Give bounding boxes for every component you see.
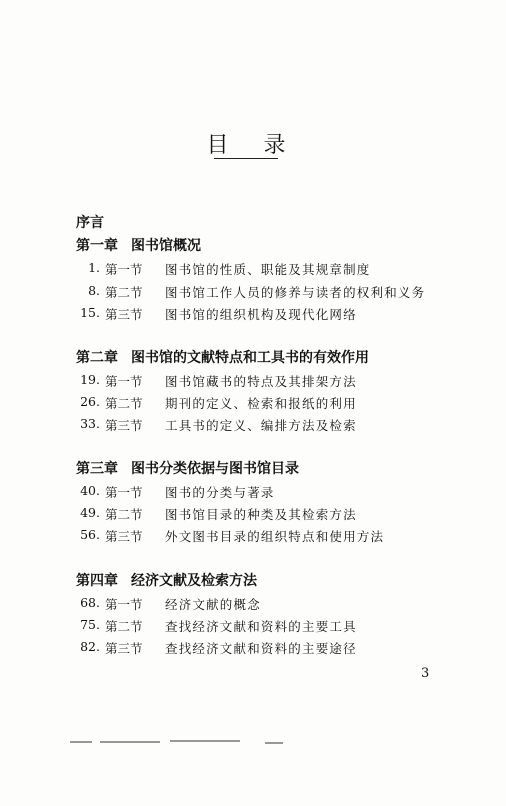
section-page: 40. [80, 483, 100, 498]
section-label: 第一节 [105, 485, 143, 500]
section-label: 第二节 [105, 396, 143, 411]
section-page: 68. [80, 595, 100, 610]
chapter-1-title: 图书馆概况 [131, 238, 201, 254]
section-label: 第三节 [105, 641, 143, 656]
section-title: 图书馆工作人员的修养与读者的权利和义务 [165, 285, 426, 300]
section-page: 49. [80, 505, 100, 520]
section-page: 26. [80, 394, 100, 409]
scan-smudge [70, 741, 92, 743]
section-page: 1. [88, 260, 100, 275]
chapter-2-number: 第二章 [76, 350, 118, 366]
section-page: 75. [80, 617, 100, 632]
page-number: 3 [421, 666, 430, 681]
scan-smudge [170, 740, 240, 742]
section-title: 图书馆的性质、职能及其规章制度 [165, 262, 371, 277]
page-title: 目 录 [206, 133, 300, 158]
scan-smudge [265, 742, 283, 744]
section-label: 第一节 [105, 262, 143, 277]
chapter-3-title: 图书分类依据与图书馆目录 [131, 461, 299, 477]
section-title: 图书馆的组织机构及现代化网络 [165, 307, 357, 322]
scan-smudge [100, 741, 160, 743]
chapter-4-number: 第四章 [76, 573, 118, 589]
title-underline [214, 158, 278, 159]
section-page: 19. [80, 372, 100, 387]
section-title: 图书的分类与著录 [165, 485, 275, 500]
section-title: 图书馆目录的种类及其检索方法 [165, 507, 357, 522]
section-title: 工具书的定义、编排方法及检索 [165, 418, 357, 433]
section-page: 15. [80, 305, 100, 320]
section-label: 第三节 [105, 529, 143, 544]
section-page: 56. [80, 527, 100, 542]
section-title: 期刊的定义、检索和报纸的利用 [165, 396, 357, 411]
section-label: 第二节 [105, 285, 143, 300]
section-page: 82. [80, 639, 100, 654]
preface-entry: 序言 [76, 215, 104, 231]
section-page: 33. [80, 416, 100, 431]
section-label: 第一节 [105, 597, 143, 612]
section-label: 第一节 [105, 374, 143, 389]
section-title: 查找经济文献和资料的主要途径 [165, 641, 357, 656]
section-label: 第三节 [105, 307, 143, 322]
section-page: 8. [88, 283, 100, 298]
section-title: 查找经济文献和资料的主要工具 [165, 619, 357, 634]
chapter-1-number: 第一章 [76, 238, 118, 254]
section-title: 外文图书目录的组织特点和使用方法 [165, 529, 385, 544]
section-label: 第二节 [105, 619, 143, 634]
section-label: 第二节 [105, 507, 143, 522]
chapter-2-title: 图书馆的文献特点和工具书的有效作用 [131, 350, 369, 366]
chapter-4-title: 经济文献及检索方法 [131, 573, 257, 589]
section-title: 经济文献的概念 [165, 597, 261, 612]
chapter-3-number: 第三章 [76, 461, 118, 477]
section-label: 第三节 [105, 418, 143, 433]
section-title: 图书馆藏书的特点及其排架方法 [165, 374, 357, 389]
